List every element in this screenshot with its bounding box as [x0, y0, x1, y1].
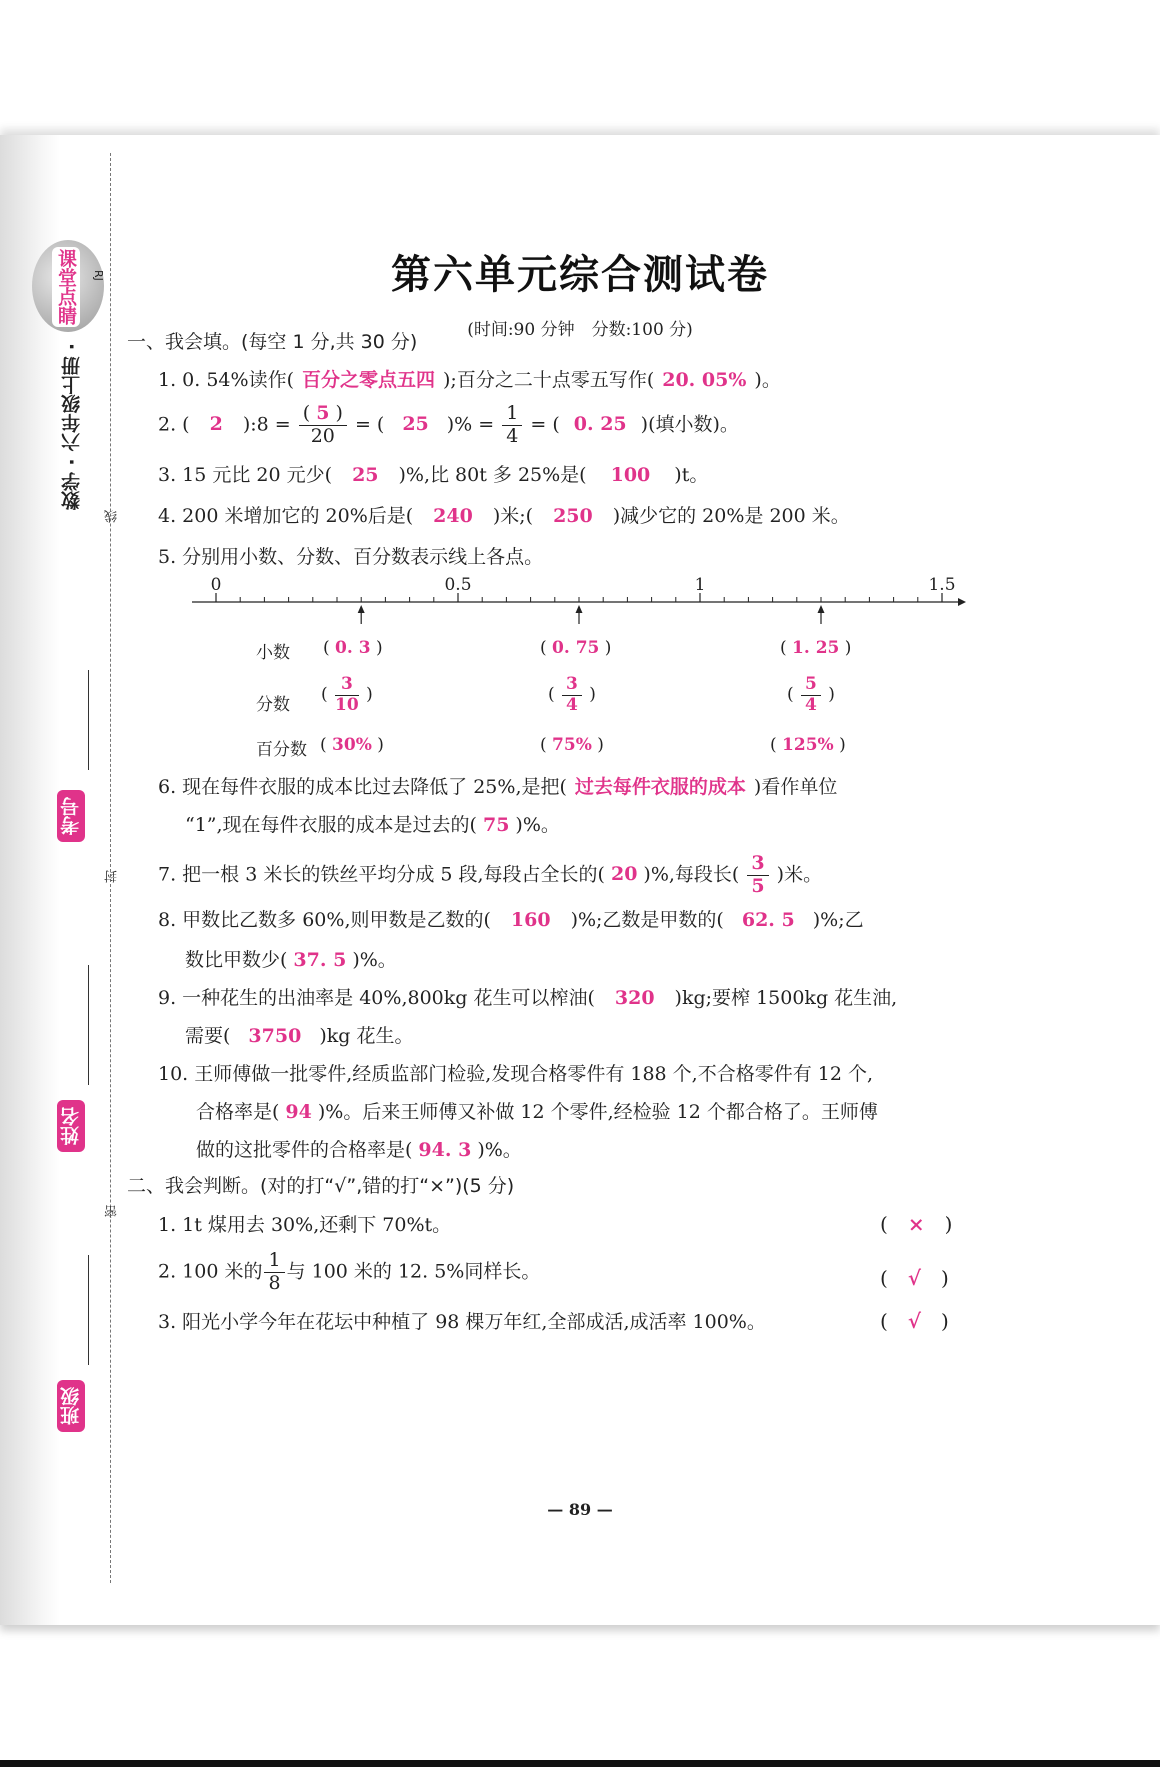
- q6-text: )看作单位: [753, 776, 838, 798]
- fraction-answer-3: ( $\frac{5}{4}$ ): [787, 674, 835, 715]
- number-line-point-arrowhead: [818, 605, 825, 613]
- number-line-tick-label: 0: [210, 575, 222, 595]
- q2-fraction: $\frac{( 5 )}{20}$: [299, 403, 347, 448]
- q2-answer-3: 0. 25: [573, 413, 627, 436]
- q7-text: )%,每段长(: [643, 863, 740, 886]
- q3-text: )%,比 80t 多 25%是(: [398, 464, 587, 486]
- percent-answer-2: ( 75% ): [540, 735, 604, 755]
- q8-text: )%;乙: [812, 909, 864, 931]
- number-line: [0, 565, 1160, 635]
- decimal-value: 0. 75: [552, 638, 600, 658]
- binding-shadow: [0, 135, 60, 1625]
- q2-answer-2: 25: [402, 413, 429, 436]
- q7-fraction-numerator: 3: [747, 853, 768, 876]
- q3-text: 3. 15 元比 20 元少(: [158, 464, 333, 486]
- name-tag: 姓名: [57, 1100, 85, 1152]
- binding-dashed-line: [110, 153, 111, 1583]
- q1-text: 1. 0. 54%读作(: [158, 369, 294, 391]
- judge-text: 2. 100 米的: [158, 1260, 263, 1283]
- judge-mark-1: ( × ): [880, 1212, 953, 1236]
- q1-answer-2: 20. 05%: [662, 369, 747, 391]
- q2-answer-1: 2: [209, 413, 223, 436]
- q6-answer-2: 75: [482, 814, 510, 836]
- exam-number-tag: 考号: [57, 790, 85, 842]
- q8-text: )%;乙数是甲数的(: [570, 909, 724, 931]
- percent-value: 30%: [332, 735, 372, 755]
- decimal-value: 1. 25: [792, 638, 840, 658]
- q2-text: ):8 =: [242, 413, 291, 436]
- judge-mark-2: ( √ ): [880, 1266, 949, 1290]
- q9-text: )kg 花生。: [319, 1025, 414, 1047]
- edition-label: RJ: [92, 270, 105, 281]
- q2-fraction-denominator: 20: [310, 424, 335, 447]
- section1-heading: 一、我会填。(每空 1 分,共 30 分): [127, 331, 418, 353]
- q2-fraction-numerator: 5: [316, 402, 330, 424]
- q2-text: 2. (: [158, 413, 190, 436]
- exam-info: (时间:90 分钟 分数:100 分): [467, 320, 693, 340]
- class-line: [88, 1255, 89, 1365]
- question-10-line-2: [196, 1097, 878, 1124]
- q7-fraction: [747, 853, 768, 898]
- q9-text: 需要(: [185, 1025, 231, 1047]
- q9-answer-1: 320: [614, 987, 655, 1009]
- q3-answer-1: 25: [352, 464, 379, 486]
- decimal-answer-3: ( 1. 25 ): [780, 638, 852, 658]
- q8-text: )%。: [352, 949, 397, 971]
- q1-text: )。: [754, 369, 781, 391]
- q2-text: = (: [530, 413, 560, 436]
- judge-text: 与 100 米的 12. 5%同样长。: [286, 1260, 541, 1283]
- number-line-tick-label: 1: [694, 575, 706, 595]
- judge-mark-3: ( √ ): [880, 1309, 949, 1333]
- percent-value: 125%: [782, 735, 834, 755]
- judge-fraction-denominator: 8: [268, 1271, 281, 1294]
- q2-text: = (: [354, 413, 385, 436]
- number-line-tick-label: 0.5: [444, 575, 472, 595]
- fraction-denominator: 4: [805, 694, 817, 715]
- q2-f2-numerator: 1: [502, 403, 522, 426]
- q2-text: )(填小数)。: [640, 413, 739, 436]
- question-6-line-1: [158, 772, 837, 799]
- question-7: [158, 853, 822, 898]
- question-9-line-1: [158, 983, 897, 1010]
- q2-fraction-2: [502, 403, 522, 448]
- q9-answer-2: 3750: [248, 1025, 302, 1047]
- question-8-line-1: [158, 905, 864, 932]
- q8-text: 8. 甲数比乙数多 60%,则甲数是乙数的(: [158, 909, 491, 931]
- question-1: [158, 365, 781, 392]
- class-tag: 班级: [57, 1380, 85, 1432]
- q10-answer-2: 94. 3: [418, 1139, 472, 1161]
- judge-item-3: 3. 阳光小学今年在花坛中种植了 98 棵万年红,全部成活,成活率 100%。: [158, 1311, 766, 1333]
- q1-answer-1: 百分之零点五四: [301, 369, 435, 391]
- judge-fraction: [264, 1250, 284, 1295]
- judge-answer: √: [907, 1309, 921, 1333]
- percent-value: 75%: [552, 735, 592, 755]
- question-4: [158, 501, 850, 528]
- q3-text: )t。: [674, 464, 709, 486]
- fraction-answer-1: ( $\frac{3}{10}$ ): [321, 674, 373, 715]
- cut-mark-line: 线: [105, 510, 120, 523]
- fraction-denominator: 4: [566, 694, 578, 715]
- book-title: 数学 · 六年级上册 ·: [61, 343, 83, 511]
- number-line-point-arrowhead: [576, 605, 583, 613]
- q7-fraction-denominator: 5: [751, 874, 765, 897]
- q2-text: )% =: [446, 413, 495, 436]
- question-9-line-2: [185, 1021, 413, 1048]
- q4-text: 4. 200 米增加它的 20%后是(: [158, 505, 414, 527]
- judge-fraction-numerator: 1: [264, 1250, 284, 1273]
- q4-text: )减少它的 20%是 200 米。: [612, 505, 850, 527]
- name-line: [88, 965, 89, 1085]
- bottom-edge: [0, 1760, 1160, 1767]
- decimal-value: 0. 3: [335, 638, 371, 658]
- q7-text: )米。: [776, 863, 823, 886]
- paper-sheet: [0, 135, 1160, 1625]
- q9-text: 9. 一种花生的出油率是 40%,800kg 花生可以榨油(: [158, 987, 595, 1009]
- number-line-arrowhead: [958, 598, 966, 606]
- q6-text: )%。: [515, 814, 560, 836]
- q10-text: 合格率是(: [196, 1101, 280, 1123]
- question-3: [158, 460, 708, 487]
- cut-mark-seal: 封: [105, 870, 120, 883]
- judge-item-1: 1. 1t 煤用去 30%,还剩下 70%t。: [158, 1214, 452, 1236]
- row-label-percent: 百分数: [256, 740, 307, 760]
- q8-answer-2: 62. 5: [741, 909, 795, 931]
- judge-item-2: [158, 1250, 540, 1295]
- question-10-line-3: [196, 1135, 522, 1162]
- percent-answer-3: ( 125% ): [770, 735, 846, 755]
- decimal-answer-1: ( 0. 3 ): [323, 638, 383, 658]
- q8-answer-1: 160: [510, 909, 551, 931]
- q10-text: )%。: [477, 1139, 522, 1161]
- question-10-line-1: 10. 王师傅做一批零件,经质监部门检验,发现合格零件有 188 个,不合格零件有 12 个,: [158, 1063, 874, 1085]
- cut-mark-secret: 密: [105, 1205, 120, 1218]
- q4-text: )米;(: [492, 505, 534, 527]
- percent-answer-1: ( 30% ): [320, 735, 384, 755]
- q7-answer-1: 20: [610, 863, 638, 886]
- judge-answer: √: [907, 1266, 921, 1290]
- judge-answer: ×: [907, 1212, 925, 1236]
- page-number: — 89 —: [547, 1500, 613, 1519]
- q10-text: 做的这批零件的合格率是(: [196, 1139, 413, 1161]
- exam-number-line: [88, 670, 89, 770]
- q6-answer-1: 过去每件衣服的成本: [574, 776, 746, 798]
- number-line-point-arrowhead: [358, 605, 365, 613]
- q8-answer-3: 37. 5: [293, 949, 347, 971]
- brand-logo-text: 课堂点睛: [52, 247, 80, 327]
- q2-f2-denominator: 4: [506, 424, 519, 447]
- fraction-numerator: 5: [801, 675, 821, 696]
- q6-text: 6. 现在每件衣服的成本比过去降低了 25%,是把(: [158, 776, 567, 798]
- section2-heading: 二、我会判断。(对的打“√”,错的打“×”)(5 分): [127, 1175, 515, 1197]
- decimal-answer-2: ( 0. 75 ): [540, 638, 612, 658]
- fraction-numerator: 3: [562, 675, 582, 696]
- q9-text: )kg;要榨 1500kg 花生油,: [674, 987, 898, 1009]
- fraction-numerator: 3: [335, 675, 359, 696]
- q6-text: “1”,现在每件衣服的成本是过去的(: [185, 814, 477, 836]
- q3-answer-2: 100: [610, 464, 651, 486]
- number-line-tick-label: 1.5: [928, 575, 956, 595]
- fraction-denominator: 10: [335, 694, 359, 715]
- fraction-answer-2: ( $\frac{3}{4}$ ): [548, 674, 596, 715]
- q4-answer-2: 250: [553, 505, 593, 527]
- q10-text: )%。后来王师傅又补做 12 个零件,经检验 12 个都合格了。王师傅: [317, 1101, 878, 1123]
- question-2: [158, 403, 739, 448]
- q1-text: );百分之二十点零五写作(: [443, 369, 655, 391]
- row-label-decimal: 小数: [256, 643, 290, 663]
- row-label-fraction: 分数: [256, 695, 290, 715]
- q10-answer-1: 94: [285, 1101, 312, 1123]
- page-title: 第六单元综合测试卷: [391, 251, 769, 298]
- q8-text: 数比甲数少(: [185, 949, 288, 971]
- question-5: 5. 分别用小数、分数、百分数表示线上各点。: [158, 546, 544, 568]
- question-8-line-2: [185, 945, 397, 972]
- q4-answer-1: 240: [433, 505, 473, 527]
- q7-text: 7. 把一根 3 米长的铁丝平均分成 5 段,每段占全长的(: [158, 863, 605, 886]
- question-6-line-2: [185, 810, 560, 837]
